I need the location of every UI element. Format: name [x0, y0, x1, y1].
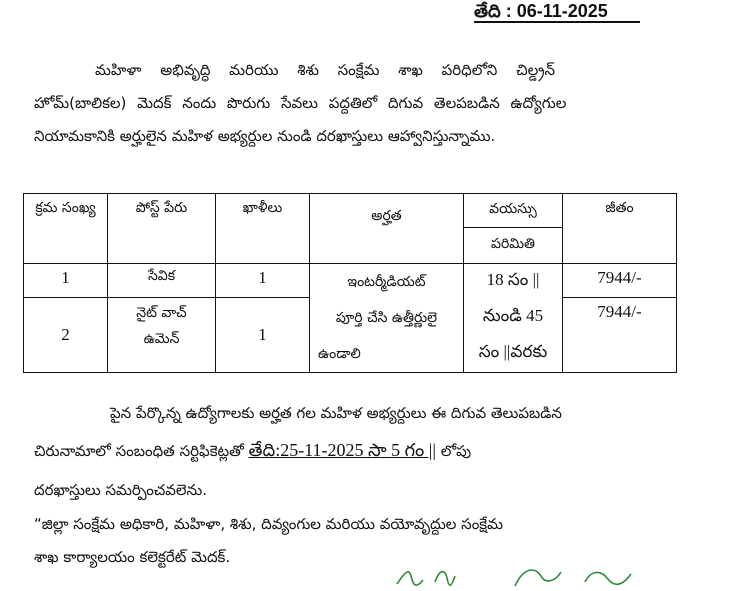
closing-line-1: పైన పేర్కొన్న ఉద్యోగాలకు అర్హత గల మహిళ అభ్యర్దులు ఈ దిగువ తెలుపబడిన	[110, 404, 562, 422]
row-2-post-line-1: నైట్ వాచ్	[136, 305, 187, 321]
qualification-line-1: ఇంటర్మీడియట్	[347, 274, 426, 290]
qualification-line-3: ఉండాలి	[318, 346, 361, 362]
header-serial: క్రమ సంఖ్య	[24, 194, 108, 264]
closing-line-3: దరఖాస్తులు సమర్పించవలెను.	[34, 481, 208, 499]
intro-line-2: హోమ్(బాలికల) మెదక్ నందు పొరుగు సేవలు పద్దతిలో దిగువ తెలపబడిన ఉద్యోగుల	[34, 94, 567, 112]
row-2-vacancies: 1	[216, 298, 310, 373]
table-row	[24, 264, 677, 298]
row-1-vacancies: 1	[216, 264, 310, 298]
closing-line-2	[34, 438, 471, 463]
vacancy-table	[23, 193, 677, 373]
row-1-salary: 7944/-	[563, 264, 677, 298]
qualification-cell	[310, 264, 464, 373]
header-vacancies: ఖాళీలు	[216, 194, 310, 264]
table-header-row	[24, 194, 677, 264]
qualification-line-2: పూర్తి చేసి ఉత్తీర్ణులై	[335, 310, 438, 326]
intro-line-3: నియామకానికి అర్హులైన మహిళ అభ్యర్దుల నుండి దరఖాస్తులు ఆహ్వానిస్తున్నాము.	[34, 127, 496, 145]
intro-line-1: మహిళా అభివృద్ధి మరియు శిశు సంక్షేమ శాఖ పరిధిలోని చిల్డ్రన్	[95, 61, 556, 79]
signature-mark	[395, 562, 645, 591]
notice-date: తేది : 06-11-2025	[474, 2, 640, 23]
age-limit-cell	[464, 264, 563, 373]
closing-line-2-end: లోపు	[435, 442, 472, 460]
row-2-post-line-2: ఉమెన్	[143, 331, 180, 347]
closing-line-2-start: చిరునామాలో సంబంధిత సర్టిఫికెట్లతో	[34, 442, 249, 460]
row-2-salary: 7944/-	[563, 298, 677, 373]
header-post-name: పోస్ట్ పేరు	[108, 194, 216, 264]
row-1-post: సేవిక	[108, 264, 216, 298]
age-line-3: సం ||వరకు	[478, 342, 548, 361]
row-1-serial: 1	[24, 264, 108, 298]
age-line-2: నుండి 45	[482, 306, 544, 325]
application-deadline: తేది:25-11-2025 సా 5 గం ||	[248, 440, 436, 460]
office-address-line-2: శాఖ కార్యాలయం కలెక్టరేట్ మెదక్.	[34, 548, 231, 566]
header-qualification: అర్హత	[310, 194, 464, 264]
age-line-1: 18 సం ||	[486, 270, 540, 289]
header-age-limit	[464, 194, 563, 264]
row-2-serial: 2	[24, 298, 108, 373]
header-age-line-1: వయస్సు	[464, 194, 562, 228]
office-address-line-1: “జిల్లా సంక్షేమ అధికారి, మహిళా, శిశు, దివ్యంగుల మరియు వయోవృద్దుల సంక్షేమ	[34, 515, 504, 533]
header-age-line-2: పరిమితి	[490, 236, 536, 252]
header-salary: జీతం	[563, 194, 677, 264]
